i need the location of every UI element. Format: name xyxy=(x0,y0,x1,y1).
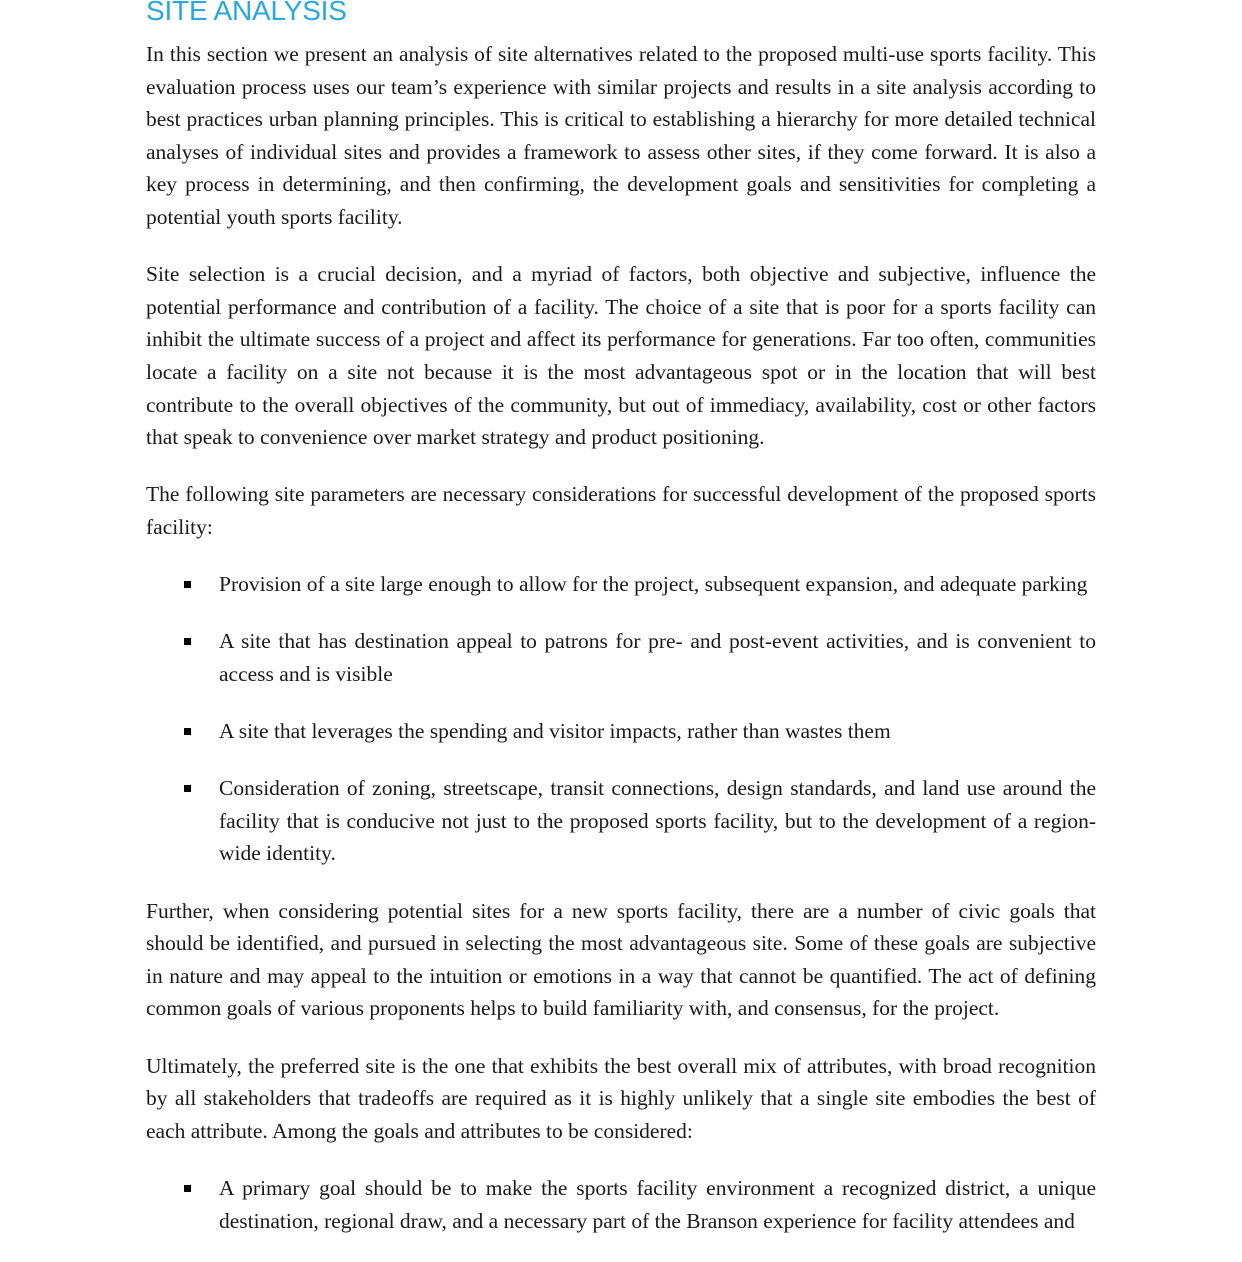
site-parameters-list xyxy=(146,568,1096,870)
paragraph-civic-goals: Further, when considering potential sites for a new sports facility, there are a number of civic goals that should be identified, and pursued in selecting the most advantageous site. Some of these goals are subjective in nature and may appeal to the intuition or emotions in a way that cannot be quantified. The act of defining common goals of various proponents helps to build familiarity with, and consensus, for the project. xyxy=(146,898,1096,1021)
square-bullet-icon xyxy=(184,1185,191,1192)
list-item xyxy=(219,625,1096,690)
square-bullet-icon xyxy=(184,638,191,645)
list-item xyxy=(219,568,1096,601)
list-item-text: A primary goal should be to make the sports facility environment a recognized district, a unique destination, regional draw, and a necessary part of the Branson experience for facility attendees and xyxy=(219,1175,1096,1233)
list-item-text: Provision of a site large enough to allow for the project, subsequent expansion, and adequate parking xyxy=(219,572,1088,597)
list-item-text: A site that leverages the spending and visitor impacts, rather than wastes them xyxy=(219,719,891,744)
list-item xyxy=(219,772,1096,870)
square-bullet-icon xyxy=(184,581,191,588)
list-item xyxy=(219,1172,1096,1237)
list-item-text: A site that has destination appeal to patrons for pre- and post-event activities, and is convenient to access and is visible xyxy=(219,629,1096,686)
paragraph-intro: In this section we present an analysis of site alternatives related to the proposed multi-use sports facility. This evaluation process uses our team’s experience with similar projects and results in a site analysis according to best practices urban planning principles. This is critical to establishing a hierarchy for more detailed technical analyses of individual sites and provides a framework to assess other sites, if they come forward. It is also a key process in determining, and then confirming, the development goals and sensitivities for completing a potential youth sports facility. xyxy=(146,42,1096,229)
paragraph-site-parameters: The following site parameters are necessary considerations for successful development of the proposed sports facility: xyxy=(146,482,1096,539)
list-item xyxy=(219,715,1096,748)
section-title: SITE ANALYSIS xyxy=(146,0,347,26)
goals-attributes-list xyxy=(146,1172,1096,1237)
square-bullet-icon xyxy=(184,728,191,735)
paragraph-site-selection: Site selection is a crucial decision, and a myriad of factors, both objective and subjective, influence the potential performance and contribution of a facility. The choice of a site that is poor for a sports facility can inhibit the ultimate success of a project and affect its performance for generations. Far too often, communities locate a facility on a site not because it is the most advantageous spot or in the location that will best contribute to the overall objectives of the community, but out of immediacy, availability, cost or other factors that speak to convenience over market strategy and product positioning. xyxy=(146,262,1096,450)
square-bullet-icon xyxy=(184,785,191,792)
document-page xyxy=(146,0,1096,1262)
paragraph-preferred-site: Ultimately, the preferred site is the one that exhibits the best overall mix of attributes, with broad recognition by all stakeholders that tradeoffs are required as it is highly unlikely that a single site embodies the best of each attribute. Among the goals and attributes to be considered: xyxy=(146,1053,1096,1143)
list-item-text: Consideration of zoning, streetscape, transit connections, design standards, and land use around the facility that is conducive not just to the proposed sports facility, but to the development of a region-wide identity. xyxy=(219,776,1096,866)
